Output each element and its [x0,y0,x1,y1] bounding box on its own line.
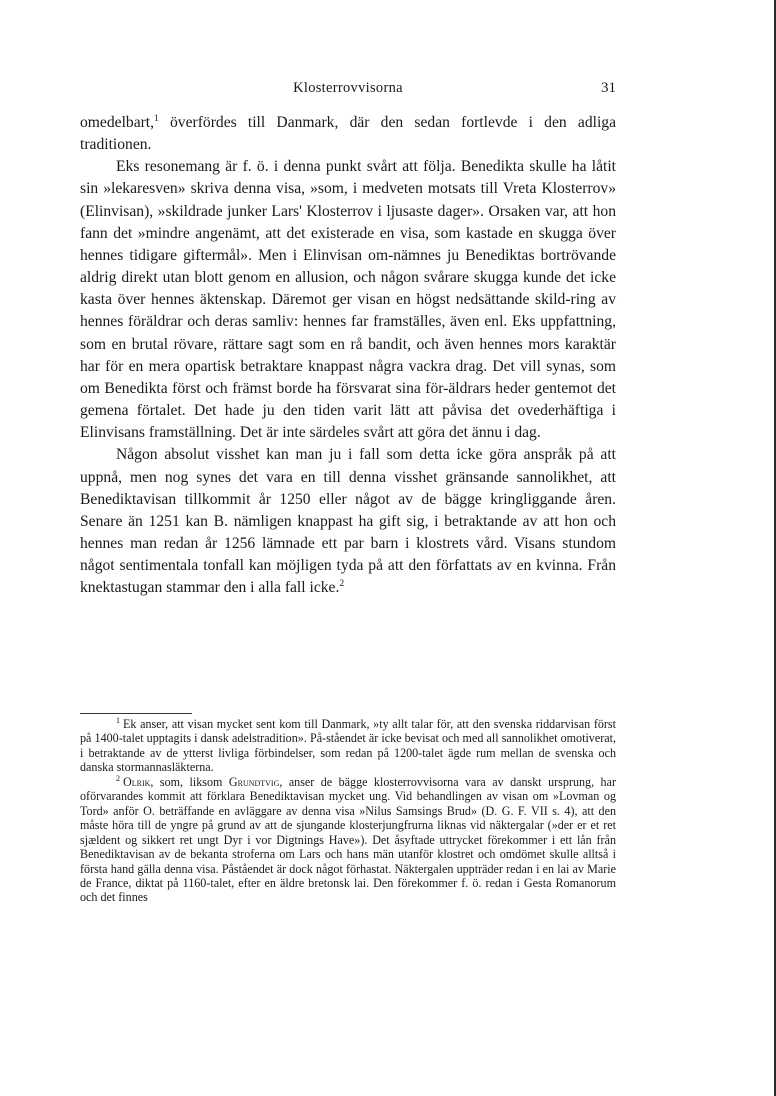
paragraph-1-rest: överfördes till Danmark, där den sedan fortlevde i den adliga traditionen. [80,114,616,154]
footnote-1-number: 1 [116,715,120,725]
footnote-ref-1: 1 [154,113,159,124]
footnote-1 [80,717,616,775]
footnote-1-text: Ek anser, att visan mycket sent kom till Danmark, »ty allt talar för, att den svenska riddarvisan först på 1400-talet upptagits i dansk adelstradition». På-ståendet är icke bevisat och med all sannolikhet omotiverat, i betraktande av de ytterst livliga förbindelser, som redan på 1200-talet ägde rum mellan de svenska och danska stormannasläkterna. [80,717,616,775]
running-title: Klosterrovvisorna [293,80,403,96]
page-header [80,80,616,100]
footnote-2-text-b: , anser de bägge klosterrovvisorna vara av danskt ursprung, har oförvarandes kommit att förklara Benediktavisan mycket ung. Vid behandlingen av visan om »Lovman og Tord» anför O. beträffande en avläggare av denna visa »Nilus Samsings Brud» (D. G. F. VII s. 4), att den måste höra till de yngre på grund av att de sjungande klosterjungfrurna liknas vid näktergalar (»der er et ret sjældent og sikkert ret ungt Dyr i vor Digtnings Have»). Det åsyftade uttrycket förekommer i ett lån från Benediktavisan av de bekanta stroferna om Lars och hans män utanför klostret och omdömet skulle alltså i första hand gälla denna visa. Påståendet är dock något förhastat. Näktergalen uppträder redan i en lai av Marie de France, diktat på 1160-talet, efter en äldre bretonsk lai. Den förekommer f. ö. redan i Gesta Romanorum och det finnes [80,774,616,905]
paragraph-3 [80,444,616,599]
footnote-2-author-olrik: Olrik [123,774,151,789]
paragraph-1-start: omedelbart, [80,114,155,131]
footnotes [80,717,616,905]
page-number: 31 [601,80,616,96]
footnote-rule [80,713,192,714]
footnote-2-text-a: , som, liksom [150,774,229,789]
main-text [80,112,616,599]
paragraph-1 [80,112,616,156]
paragraph-2: Eks resonemang är f. ö. i denna punkt svårt att följa. Benedikta skulle ha låtit sin »lekaresven» skriva denna visa, »som, i medveten motsats till Vreta Klosterrov» (Elinvisan), »skildrade junker Lars' Klosterrov i ljusaste dager». Orsaken var, att hon fann det »mindre angenämt, att det existerade en visa, som kastade en skugga över hennes tidigare giftermål». Men i Elinvisan om-nämnes ju Benediktas bortrövande aldrig direkt utan blott genom en allusion, och någon svårare skugga kunde det icke kasta över hennes äktenskap. Däremot ger visan en högst nedsättande skild-ring av hennes föräldrar och deras samliv: hennes far framställes, även enl. Eks uppfattning, som en brutal rövare, rättare sagt som en rå bandit, och även hennes mors karaktär har för en mera opartisk betraktare knappast några vackra drag. Det vill synas, som om Benedikta först och främst borde ha försvarat sina för-äldrars heder gentemot det gemena förtalet. Det hade ju den tiden varit lätt att påvisa det ovederhäftiga i Elinvisans framställning. Det är inte särdeles svårt att göra det ännu i dag. [80,158,616,442]
paragraph-3-text: Någon absolut visshet kan man ju i fall som detta icke göra anspråk på att uppnå, men nog synes det vara en till denna visshet gränsande sannolikhet, att Benediktavisan tillkommit år 1250 eller något av de bägge kringliggande åren. Senare än 1251 kan B. nämligen knappast ha gift sig, i betraktande av att hon och hennes man redan år 1256 lämnade ett par barn i klostrets vård. Visans stundom något sentimentala tonfall kan möjligen tyda på att den författats av en kvinna. Från knektastugan stammar den i alla fall icke. [80,446,616,597]
footnote-2-author-grundtvig: Grundtvig [228,774,280,789]
footnote-2-number: 2 [116,773,120,783]
footnote-2 [80,775,616,905]
footnote-ref-2: 2 [339,579,345,590]
